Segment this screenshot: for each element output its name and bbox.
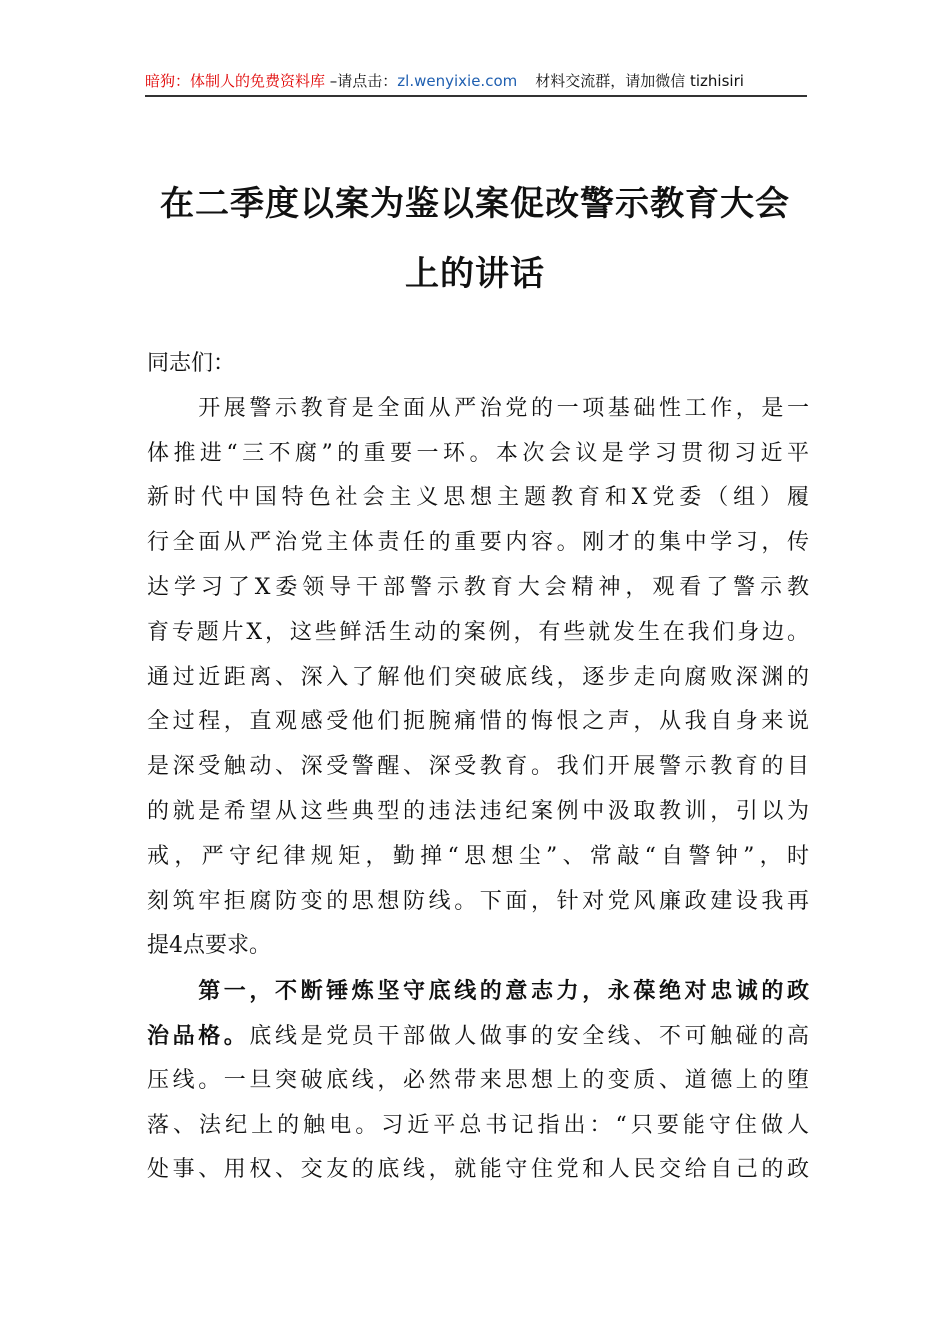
text-line: 达学习了X委领导干部警示教育大会精神，观看了警示教 <box>147 574 809 600</box>
heading-text: 治品格。 <box>147 1022 250 1049</box>
paragraph-1 <box>147 387 809 969</box>
text-line: 落、法纪上的触电。习近平总书记指出：“只要能守住做人 <box>147 1112 809 1138</box>
text-line: 开展警示教育是全面从严治党的一项基础性工作，是一 <box>147 395 809 421</box>
text-line: 第一，不断锤炼坚守底线的意志力，永葆绝对忠诚的政 <box>147 978 809 1005</box>
title-line-2: 上的讲话 <box>405 254 545 294</box>
text-line: 新时代中国特色社会主义思想主题教育和X党委（组）履 <box>147 485 809 511</box>
text-line: 全过程，直观感受他们扼腕痛惜的悔恨之声，从我自身来说 <box>147 709 809 735</box>
body-text: 底线是党员干部做人做事的安全线、不可触碰的高 <box>249 1023 809 1049</box>
text-line: 的就是希望从这些典型的违法违纪案例中汲取教训，引以为 <box>147 798 809 824</box>
paragraph-2 <box>147 969 809 1193</box>
text-line: 提4点要求。 <box>147 933 271 959</box>
text-line <box>147 1014 809 1059</box>
text-line: 是深受触动、深受警醒、深受教育。我们开展警示教育的目 <box>147 754 809 780</box>
site-name: 暗狗：体制人的免费资料库 <box>145 72 326 90</box>
text-line: 行全面从严治党主体责任的重要内容。刚才的集中学习，传 <box>147 530 809 556</box>
text-line: 育专题片X，这些鲜活生动的案例，有些就发生在我们身边。 <box>147 619 809 645</box>
text-line: 刻筑牢拒腐防变的思想防线。下面，针对党风廉政建设我再 <box>147 888 809 914</box>
text-line: 戒，严守纪律规矩，勤掸“思想尘”、常敲“自警钟”，时 <box>147 843 809 869</box>
title-line-1: 在二季度以案为鉴以案促改警示教育大会 <box>160 184 790 224</box>
text-line: 处事、用权、交友的底线，就能守住党和人民交给自己的政 <box>147 1157 809 1183</box>
watermark-header <box>145 70 807 97</box>
text-line: 压线。一旦突破底线，必然带来思想上的变质、道德上的堕 <box>147 1067 809 1093</box>
text-line: 体推进“三不腐”的重要一环。本次会议是学习贯彻习近平 <box>147 440 809 466</box>
site-link[interactable]: zl.wenyixie.com <box>397 72 518 90</box>
group-info: 材料交流群，请加微信 tizhisiri <box>535 72 744 90</box>
salutation: 同志们： <box>147 351 236 376</box>
click-label: –请点击： <box>325 72 398 90</box>
text-line: 通过近距离、深入了解他们突破底线，逐步走向腐败深渊的 <box>147 664 809 690</box>
document-body <box>147 342 809 1193</box>
